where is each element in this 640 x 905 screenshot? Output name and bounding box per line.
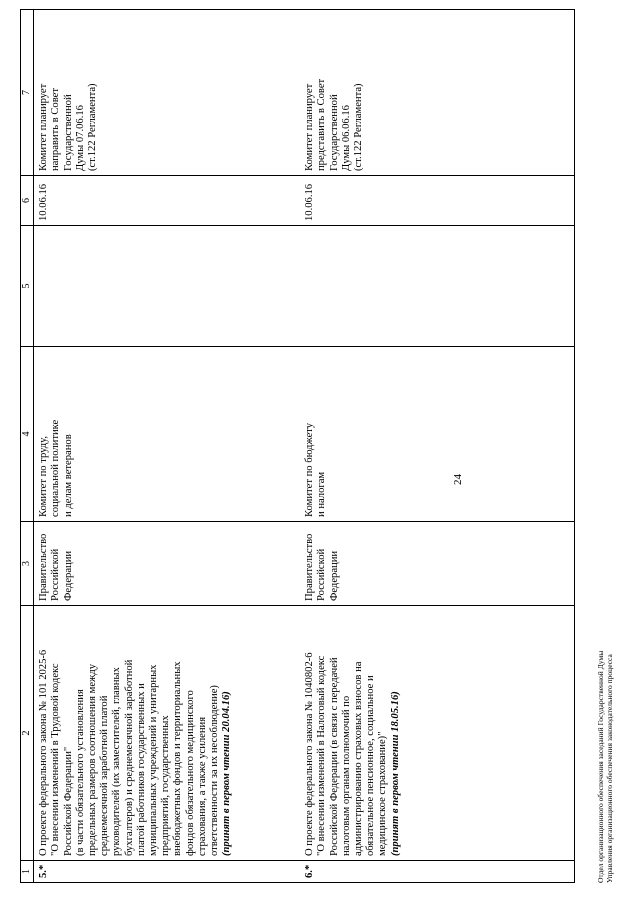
column-header: 5 bbox=[21, 226, 34, 347]
date-cell: 10.06.16 bbox=[34, 176, 301, 226]
column-header: 3 bbox=[21, 522, 34, 606]
date-cell: 10.06.16 bbox=[300, 176, 575, 226]
column-header: 4 bbox=[21, 347, 34, 522]
page-number: 24 bbox=[452, 474, 464, 485]
reading-note: (принят в первом чтении 20.04.16) bbox=[221, 691, 233, 856]
bill-title: О проекте федерального закона № 1040802-6 "О внесении изменений в Налоговый кодекс Российской Федерации (в связи с передачей налоговым органам полномочий по администрированию страховых взносов на обязательное пенсионное, социальное и медицинское страхование)" bbox=[304, 652, 389, 856]
committee-cell: Комитет по бюджету и налогам bbox=[300, 347, 575, 522]
bill-description bbox=[34, 606, 301, 861]
bill-title: О проекте федерального закона № 101 2025-6 "О внесении изменений в Трудовой кодекс Российской Федерации" (в части обязательного установления предельных размеров соотношения между среднемесячной заработной платой руководителей (их заместителей, главных бухгалтеров) и среднемесячной заработной платой работников государственных и муниципальных учреждений и унитарных предприятий, государственных внебюджетных фондов и территориальных фондов обязательного медицинского страхования, а также усиления ответственности за их несоблюдение) bbox=[38, 649, 221, 856]
plan-cell: Комитет планирует направить в Совет Государственной Думы 07.06.16 (ст.122 Регламента) bbox=[34, 10, 301, 176]
column-header: 7 bbox=[21, 10, 34, 176]
empty-cell bbox=[300, 226, 575, 347]
table-row bbox=[300, 10, 575, 883]
bills-table bbox=[20, 9, 575, 883]
column-header: 2 bbox=[21, 606, 34, 861]
reading-note: (принят в первом чтении 18.05.16) bbox=[389, 691, 401, 856]
plan-cell: Комитет планирует представить в Совет Государственной Думы 06.06.16 (ст.122 Регламента) bbox=[300, 10, 575, 176]
header-row bbox=[21, 10, 34, 883]
committee-cell: Комитет по труду, социальной политике и делам ветеранов bbox=[34, 347, 301, 522]
initiator-cell: Правительство Российской Федерации bbox=[300, 522, 575, 606]
row-number: 5.* bbox=[34, 861, 301, 883]
table-row bbox=[34, 10, 301, 883]
column-header: 1 bbox=[21, 861, 34, 883]
initiator-cell: Правительство Российской Федерации bbox=[34, 522, 301, 606]
row-number: 6.* bbox=[300, 861, 575, 883]
empty-cell bbox=[34, 226, 301, 347]
column-header: 6 bbox=[21, 176, 34, 226]
footer-note: Отдел организационного обеспечения заседаний Государственной Думы Управления организационного обеспечения законодательного процесса bbox=[596, 650, 614, 883]
bill-description bbox=[300, 606, 575, 861]
